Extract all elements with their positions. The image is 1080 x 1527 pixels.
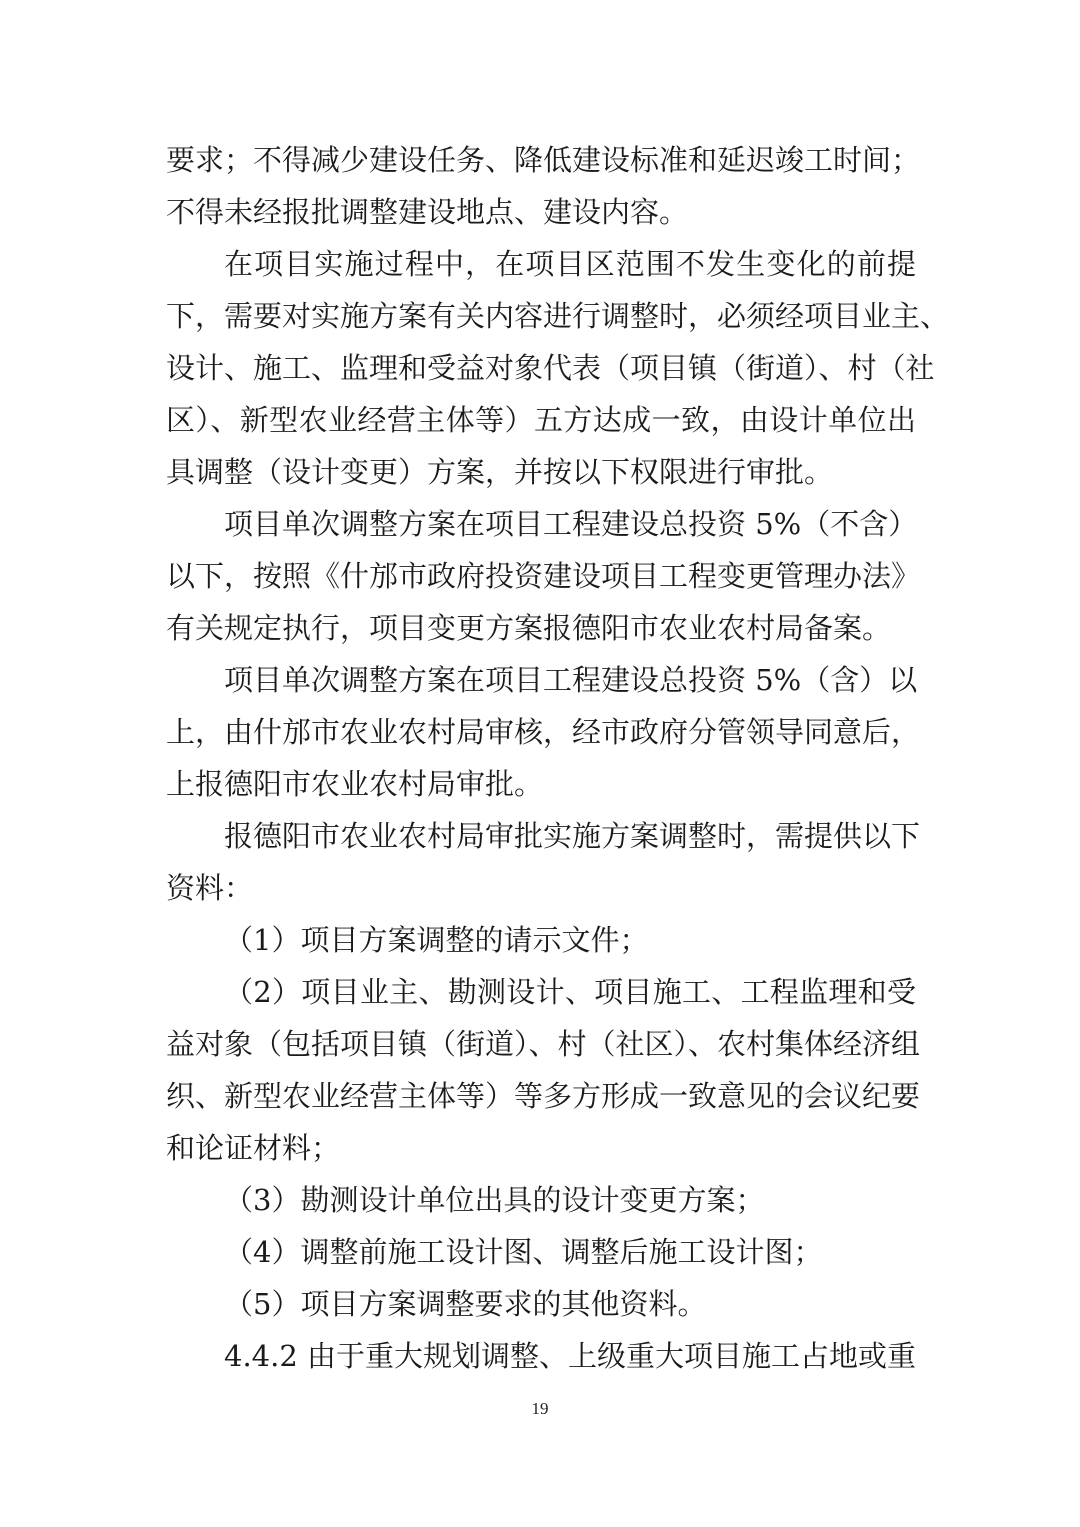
list-item: （2）项目业主、勘测设计、项目施工、工程监理和受	[224, 975, 916, 1009]
body-text	[166, 134, 950, 1382]
text-line: 项目单次调整方案在项目工程建设总投资 5%（不含）	[224, 507, 918, 541]
text-line: 在项目实施过程中，在项目区范围不发生变化的前提	[224, 247, 916, 281]
section-heading-line: 4.4.2 由于重大规划调整、上级重大项目施工占地或重	[224, 1339, 917, 1373]
text-line: 下，需要对实施方案有关内容进行调整时，必须经项目业主、	[166, 299, 950, 333]
text-line: 以下，按照《什邡市政府投资建设项目工程变更管理办法》	[166, 559, 921, 593]
text-line: 资料：	[166, 871, 254, 905]
list-item: （3）勘测设计单位出具的设计变更方案；	[224, 1183, 765, 1217]
text-line: 具调整（设计变更）方案，并按以下权限进行审批。	[166, 455, 834, 489]
text-line: 要求；不得减少建设任务、降低建设标准和延迟竣工时间；	[166, 143, 921, 177]
text-line: 设计、施工、监理和受益对象代表（项目镇（街道）、村（社	[166, 351, 935, 385]
text-line: 和论证材料；	[166, 1131, 341, 1165]
page-number: 19	[531, 1399, 549, 1418]
text-line: 织、新型农业经营主体等）等多方形成一致意见的会议纪要	[166, 1079, 921, 1113]
text-line: 区）、新型农业经营主体等）五方达成一致，由设计单位出	[166, 403, 916, 437]
text-line: 上报德阳市农业农村局审批。	[166, 767, 544, 801]
text-line: 有关规定执行，项目变更方案报德阳市农业农村局备案。	[166, 611, 892, 645]
list-item: （5）项目方案调整要求的其他资料。	[224, 1287, 707, 1321]
list-item: （1）项目方案调整的请示文件；	[224, 923, 649, 957]
text-line: 报德阳市农业农村局审批实施方案调整时，需提供以下	[224, 819, 921, 853]
text-line: 上，由什邡市农业农村局审核，经市政府分管领导同意后，	[166, 715, 921, 749]
text-line: 不得未经报批调整建设地点、建设内容。	[166, 195, 689, 229]
text-line: 项目单次调整方案在项目工程建设总投资 5%（含）以	[224, 663, 918, 697]
text-line: 益对象（包括项目镇（街道）、村（社区）、农村集体经济组	[166, 1027, 921, 1061]
list-item: （4）调整前施工设计图、调整后施工设计图；	[224, 1235, 823, 1269]
